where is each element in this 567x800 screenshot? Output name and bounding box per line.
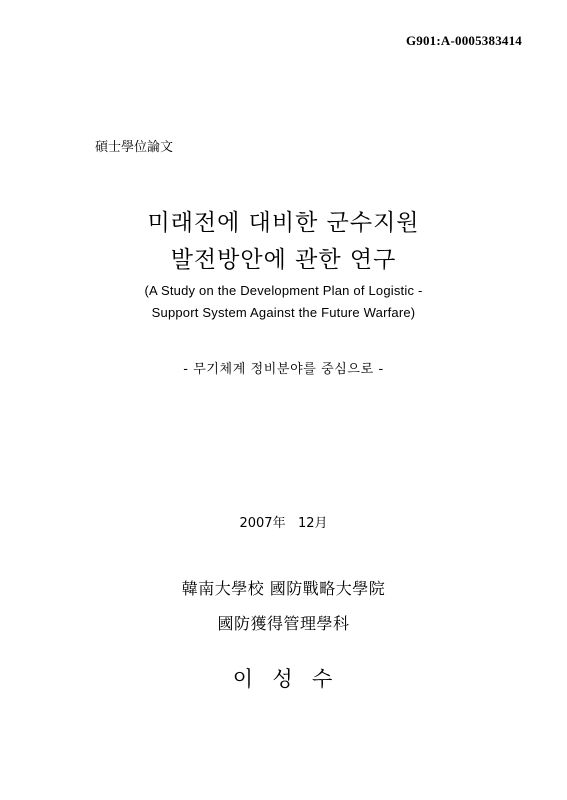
- subtitle: - 무기체계 정비분야를 중심으로 -: [183, 362, 384, 377]
- korean-title-line-1: 미래전에 대비한 군수지원: [147, 210, 420, 236]
- school-name: 韓南大學校 國防戰略大學院: [181, 579, 386, 598]
- degree-label: 碩士學位論文: [95, 140, 174, 155]
- department-name: 國防獲得管理學科: [217, 614, 350, 633]
- document-id: G901:A-0005383414: [405, 33, 522, 48]
- korean-title-line-2: 발전방안에 관한 연구: [170, 247, 397, 273]
- english-title-line-1: (A Study on the Development Plan of Logistic -: [144, 283, 423, 298]
- submission-date: 2007年 12月: [239, 516, 328, 531]
- author-name: 이 성 수: [232, 667, 335, 691]
- english-title-line-2: Support System Against the Future Warfare): [151, 305, 416, 320]
